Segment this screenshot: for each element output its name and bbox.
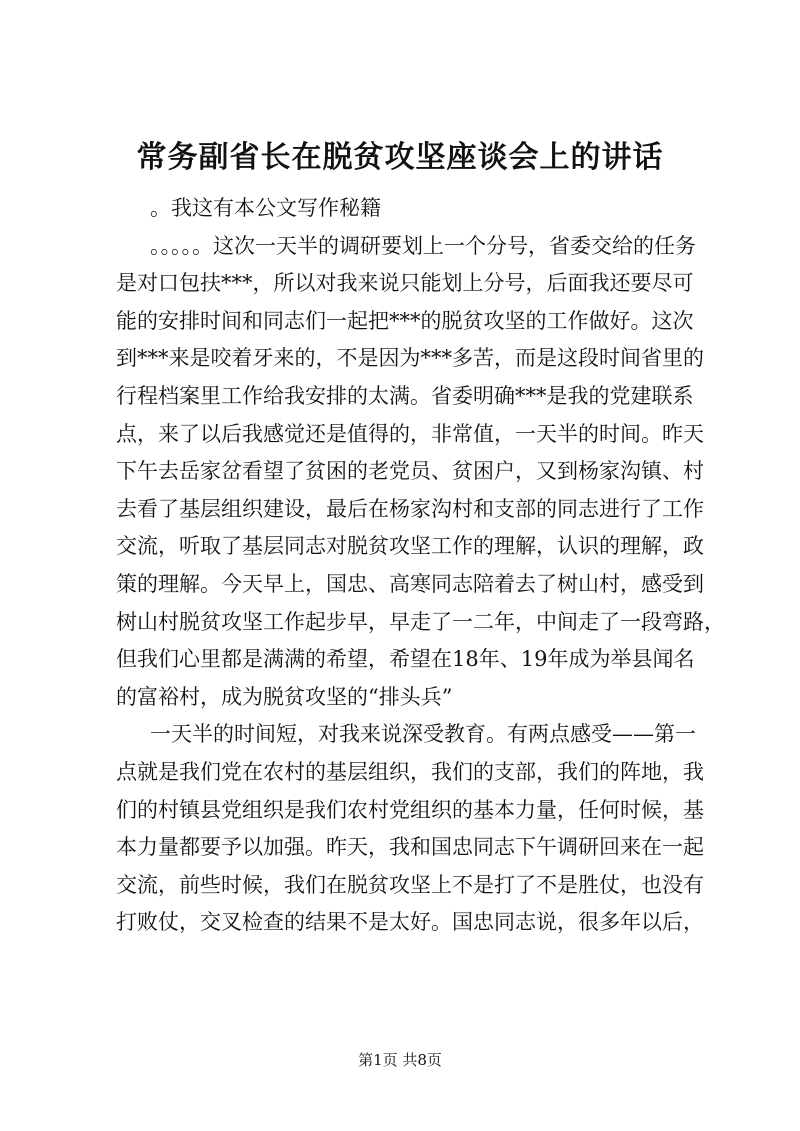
text-line: 本力量都要予以加强。昨天，我和国忠同志下午调研回来在一起 (116, 835, 704, 860)
text-line: 交流，听取了基层同志对脱贫攻坚工作的理解，认识的理解，政 (116, 534, 704, 559)
text-line: 但我们心里都是满满的希望，希望在18年、19年成为举县闻名 (116, 647, 695, 672)
text-line: 树山村脱贫攻坚工作起步早，早走了一二年，中间走了一段弯路， (116, 609, 725, 634)
text-line: 点，来了以后我感觉还是值得的，非常值，一天半的时间。昨天 (116, 421, 704, 446)
text-line: 一天半的时间短，对我来说深受教育。有两点感受——第一 (150, 722, 696, 747)
page-footer: 第1页 共8页 (358, 1051, 442, 1069)
text-line: 交流，前些时候，我们在脱贫攻坚上不是打了不是胜仗，也没有 (116, 872, 704, 897)
text-line: 。。。。。这次一天半的调研要划上一个分号，省委交给的任务 (150, 233, 696, 258)
text-line: 是对口包扶***，所以对我来说只能划上分号，后面我还要尽可 (116, 271, 694, 296)
text-line: 行程档案里工作给我安排的太满。省委明确***是我的党建联系 (116, 383, 694, 408)
text-line: 点就是我们党在农村的基层组织，我们的支部，我们的阵地，我 (116, 759, 704, 784)
text-line: 打败仗，交叉检查的结果不是太好。国忠同志说，很多年以后， (116, 910, 704, 935)
page-title: 常务副省长在脱贫攻坚座谈会上的讲话 (136, 140, 664, 175)
text-line: 到***来是咬着牙来的，不是因为***多苦，而是这段时间省里的 (116, 346, 704, 371)
text-line: 的富裕村，成为脱贫攻坚的“排头兵” (116, 684, 453, 709)
text-line: 下午去岳家岔看望了贫困的老党员、贫困户，又到杨家沟镇、村 (116, 459, 704, 484)
document-body (116, 190, 725, 942)
text-line: 们的村镇县党组织是我们农村党组织的基本力量，任何时候，基 (116, 797, 704, 822)
text-line: 去看了基层组织建设，最后在杨家沟村和支部的同志进行了工作 (116, 496, 704, 521)
text-line: 能的安排时间和同志们一起把***的脱贫攻坚的工作做好。这次 (116, 308, 694, 333)
text-line: 。我这有本公文写作秘籍 (150, 196, 381, 220)
text-line: 策的理解。今天早上，国忠、高寒同志陪着去了树山村，感受到 (116, 571, 704, 596)
